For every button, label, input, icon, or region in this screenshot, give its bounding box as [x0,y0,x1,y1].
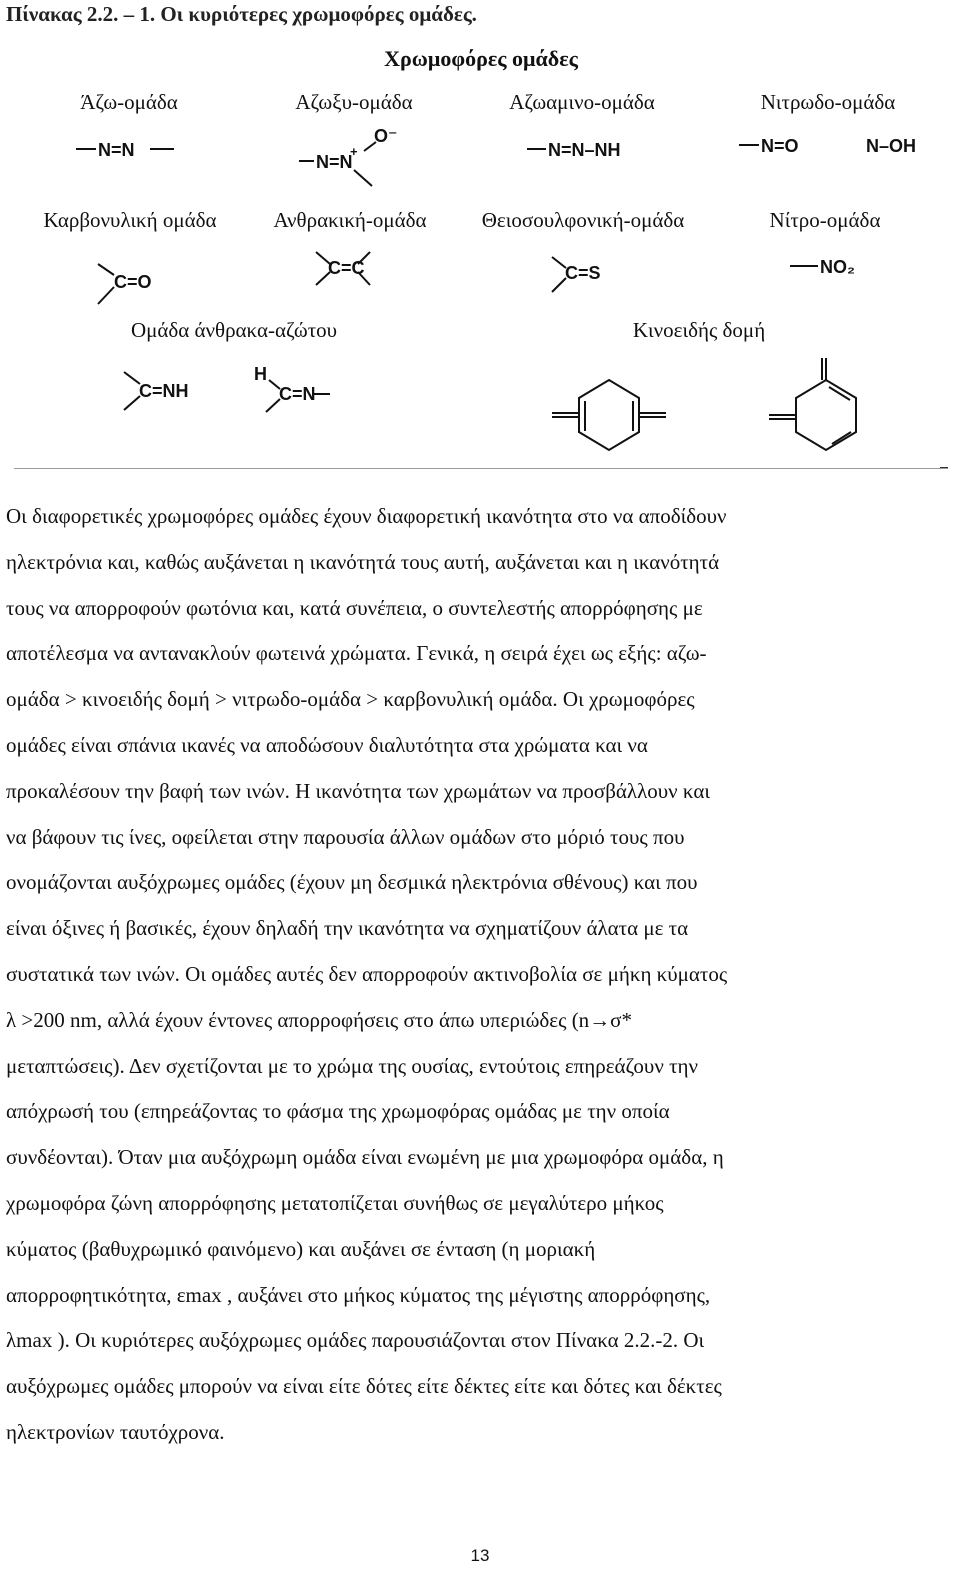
body-line: προκαλέσουν την βαφή των ινών. Η ικανότητα των χρωμάτων να προσβάλλουν και [6,778,710,803]
cnh-bond-down [124,396,140,410]
body-line: μεταπτώσεις). Δεν σχετίζονται με το χρώμα της ουσίας, εντούτοις επηρεάζουν την [6,1053,698,1078]
body-line: συνδέονται). Όταν μια αυξόχρωμη ομάδα είναι ενωμένη με μια χρωμοφόρα ομάδα, η [6,1145,724,1170]
o-quinoid-inner-bottom [832,432,851,444]
imine-hydrogen: H [254,364,267,384]
body-line: Οι διαφορετικές χρωμοφόρες ομάδες έχουν διαφορετική ικανότητα στο να αποδίδουν [6,504,727,528]
carbonyl-bond-up [98,264,114,275]
nitroso-formula: N=O [761,136,799,156]
hydroxyimino-formula: N–OH [866,136,917,156]
group-name-carbonyl: Καρβονυλική ομάδα [43,208,217,232]
body-paragraph [6,494,926,1456]
chromophore-table-figure [14,42,948,470]
body-line: συστατικά των ινών. Οι ομάδες αυτές δεν απορροφούν ακτινοβολία σε μήκη κύματος [6,961,728,986]
body-line: κύματος (βαθυχρωμικό φαινόμενο) και αυξάνει σε ένταση (η μοριακή [6,1236,596,1261]
figure-rule-tick [940,467,948,468]
imine-formula: C=NH [139,381,189,401]
body-line: ομάδες είναι σπάνια ικανές να αποδώσουν διαλυτότητα στα χρώματα και να [6,732,648,757]
body-line: λmax ). Οι κυριότερες αυξόχρωμες ομάδες παρουσιάζονται στον Πίνακα 2.2.-2. Οι [6,1328,705,1353]
azoamino-formula: N=N–NH [548,140,621,160]
group-name-nitroso: Νιτρωδο-ομάδα [760,90,896,114]
hcn-bond-down [266,399,280,412]
azoxy-formula: N=N [316,152,353,172]
body-line: ηλεκτρόνια και, καθώς αυξάνεται η ικανότητά τους αυτή, αυξάνεται και η ικανότητά [6,549,720,574]
body-line: αυξόχρωμες ομάδες μπορούν να είναι είτε δότες είτε δέκτες είτε και δότες και δέκτες [6,1374,722,1399]
group-name-quinoid: Κινοειδής δομή [632,318,766,342]
thiocarbonyl-formula: C=S [565,263,601,283]
body-line: λ >200 nm, αλλά έχουν έντονες απορροφήσεις στο άπω υπεριώδες (n→σ* [6,1007,633,1032]
group-name-thiosulfonic: Θειοσουλφονική-ομάδα [481,208,685,232]
nitro-formula: NO₂ [820,257,855,277]
azoxy-bond-down [354,170,372,186]
carbonyl-bond-down [98,287,114,304]
carbonyl-formula: C=O [114,272,152,292]
body-line: ηλεκτρονίων ταυτόχρονα. [6,1419,225,1444]
body-line: αποτέλεσμα να αντανακλούν φωτεινά χρώματα. Γενικά, η σειρά έχει ως εξής: αζω- [6,641,707,666]
cnh-bond-up [124,372,140,384]
body-line: απόχρωσή του (επηρεάζοντας το φάσμα της χρωμοφόρας ομάδας με την οποία [6,1099,670,1124]
table-caption: Πίνακας 2.2. – 1. Οι κυριότερες χρωμοφόρες ομάδες. [6,2,477,26]
body-line: να βάφουν τις ίνες, οφείλεται στην παρουσία άλλων ομάδων στο μόριό τους που [6,824,685,849]
group-name-nitro: Νίτρο-ομάδα [769,208,881,232]
body-line: τους να απορροφούν φωτόνια και, κατά συνέπεια, ο συντελεστής απορρόφησης με [6,595,703,620]
o-quinoid-ring [796,380,856,450]
group-name-carbon: Ανθρακική-ομάδα [273,208,427,232]
group-name-azo: Άζω-ομάδα [80,90,178,114]
page-number: 13 [470,1546,490,1565]
body-line: χρωμοφόρα ζώνη απορρόφησης μετατοπίζεται συνήθως σε μεγαλύτερο μήκος [6,1190,664,1215]
group-name-azoxy: Αζωξυ-ομάδα [295,90,413,114]
carbon-double-bond-formula: C=C [328,258,365,278]
body-line: ομάδα > κινοειδής δομή > νιτρωδο-ομάδα > καρβονυλική ομάδα. Οι χρωμοφόρες [6,687,695,712]
body-line: ονομάζονται αυξόχρωμες ομάδες (έχουν μη δεσμικά ηλεκτρόνια σθένους) και που [6,870,698,895]
body-line: απορροφητικότητα, εmax , αυξάνει στο μήκος κύματος της μέγιστης απορρόφησης, [6,1282,711,1307]
azo-formula: N=N [98,140,135,160]
group-name-azoamino: Αζωαμινο-ομάδα [509,90,655,114]
imine-formula-2: C=N [279,384,316,404]
structures-drawing [14,42,948,470]
cs-bond-up [552,257,566,268]
group-name-carbon-nitrogen: Ομάδα άνθρακα-αζώτου [130,318,338,342]
body-line: είναι όξινες ή βασικές, έχουν δηλαδή την ικανότητα να σχηματίζουν άλατα με τα [6,916,689,941]
azoxy-oxygen: O⁻ [374,126,398,146]
figure-bottom-rule [14,468,948,469]
table-title: Χρωμοφόρες ομάδες [384,46,578,71]
cs-bond-down [552,278,566,292]
p-quinoid-ring [579,380,639,450]
azoxy-charge: + [350,144,358,159]
